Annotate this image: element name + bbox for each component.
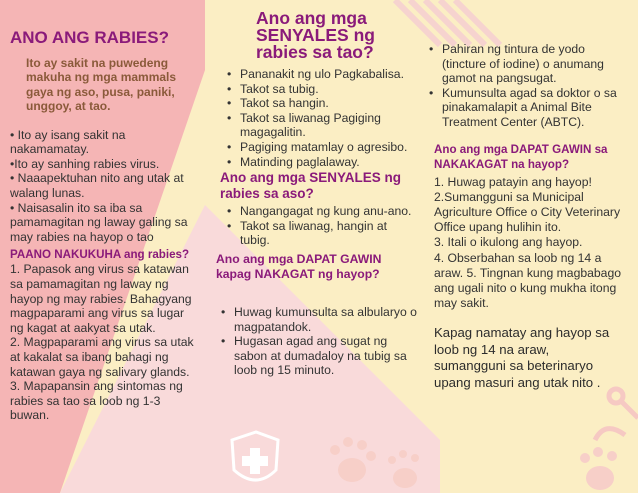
human-sign-item: • Takot sa liwanag Pagiging magagalitin.: [226, 111, 420, 140]
rabies-facts: [10, 128, 198, 245]
bit-by-dog-step: 4. Obserbahan sa loob ng 14 a araw. 5. Tingnan kung magbabago ang ugali nito o kung mukha itong may sakit.: [434, 250, 622, 311]
how-item: 2. Magpaparami ang virus sa utak at kakalat sa ibang bahagi ng katawan gaya ng salivary glands.: [10, 335, 194, 379]
bitten-heading: Ano ang mga DAPAT GAWIN kapag NAKAGAT ng hayop?: [216, 251, 382, 282]
bitten-steps-cont-list: [428, 42, 624, 130]
bitten-step-item: • Pahiran ng tintura de yodo (tincture of iodine) o anumang gamot na pangsugat.: [428, 42, 624, 86]
how-item: 1. Papasok ang virus sa katawan sa pamamagitan ng laway ng hayop ng may rabies. Bahagyang magpaparami ang virus sa lugar ng kagat at aakyat sa utak.: [10, 262, 192, 335]
closing-note: Kapag namatay ang hayop sa loob ng 14 na araw, sumangguni sa beterinaryo upang masuri ang utak nito .: [434, 325, 610, 390]
fact-item: • Ito ay isang sakit na nakamamatay.: [10, 127, 126, 157]
bitten-steps-list: [220, 305, 420, 378]
rabies-title: ANO ANG RABIES?: [10, 28, 169, 47]
dog-sign-item: • Nangangagat ng kung anu-ano.: [226, 204, 420, 219]
how-item: 3. Mapapansin ang sintomas ng rabies sa tao sa loob ng 1-3 buwan.: [10, 379, 183, 423]
dog-sign-item: • Takot sa liwanag, hangin at tubig.: [226, 219, 420, 248]
human-sign-item: • Pananakit ng ulo Pagkabalisa.: [226, 67, 420, 82]
how-heading: PAANO NAKUKUHA ang rabies?: [10, 248, 190, 262]
dog-signs-list: [220, 204, 420, 248]
middle-column: [216, 8, 420, 378]
bit-by-dog-steps: [428, 175, 624, 312]
dog-signs-heading: Ano ang mga SENYALES ng rabies sa aso?: [220, 170, 402, 201]
bit-by-dog-step: 2.Sumangguni sa Municipal Agriculture Office o City Veterinary Office upang hulihin ito.: [434, 189, 621, 235]
human-signs-heading: Ano ang mga SENYALES ng rabies sa tao?: [256, 8, 375, 62]
bitten-step-item: • Kumunsulta agad sa doktor o sa pinakamalapit a Animal Bite Treatment Center (ABTC).: [428, 86, 624, 130]
bitten-step-item: • Huwag kumunsulta sa albularyo o magpatandok.: [220, 305, 420, 334]
human-sign-item: • Takot sa hangin.: [226, 96, 420, 111]
bitten-step-item: • Hugasan agad ang sugat ng sabon at dumadaloy na tubig sa loob ng 15 minuto.: [220, 334, 420, 378]
rabies-intro: Ito ay sakit na puwedeng makuha ng mga mammals gaya ng aso, pusa, paniki, unggoy, at tao.: [26, 56, 177, 114]
fact-item: • Naisasalin ito sa iba sa pamamagitan ng laway galing sa may rabies na hayop o tao: [10, 200, 188, 244]
human-signs-list: [220, 67, 420, 169]
right-column: [428, 42, 624, 391]
fact-item: •Ito ay sanhing rabies virus.: [10, 156, 160, 171]
how-items: [10, 262, 198, 423]
human-sign-item: • Pagiging matamlay o agresibo.: [226, 140, 420, 155]
human-sign-item: • Matinding paglalaway.: [226, 155, 420, 170]
bit-by-dog-step: 1. Huwag patayin ang hayop!: [434, 174, 592, 189]
fact-item: • Naaapektuhan nito ang utak at walang lunas.: [10, 171, 184, 200]
human-sign-item: • Takot sa tubig.: [226, 82, 420, 97]
bit-by-dog-step: 3. Itali o ikulong ang hayop.: [434, 235, 583, 250]
bit-by-dog-heading: Ano ang mga DAPAT GAWIN sa NAKAKAGAT na hayop?: [434, 142, 608, 172]
left-column: [10, 28, 198, 423]
